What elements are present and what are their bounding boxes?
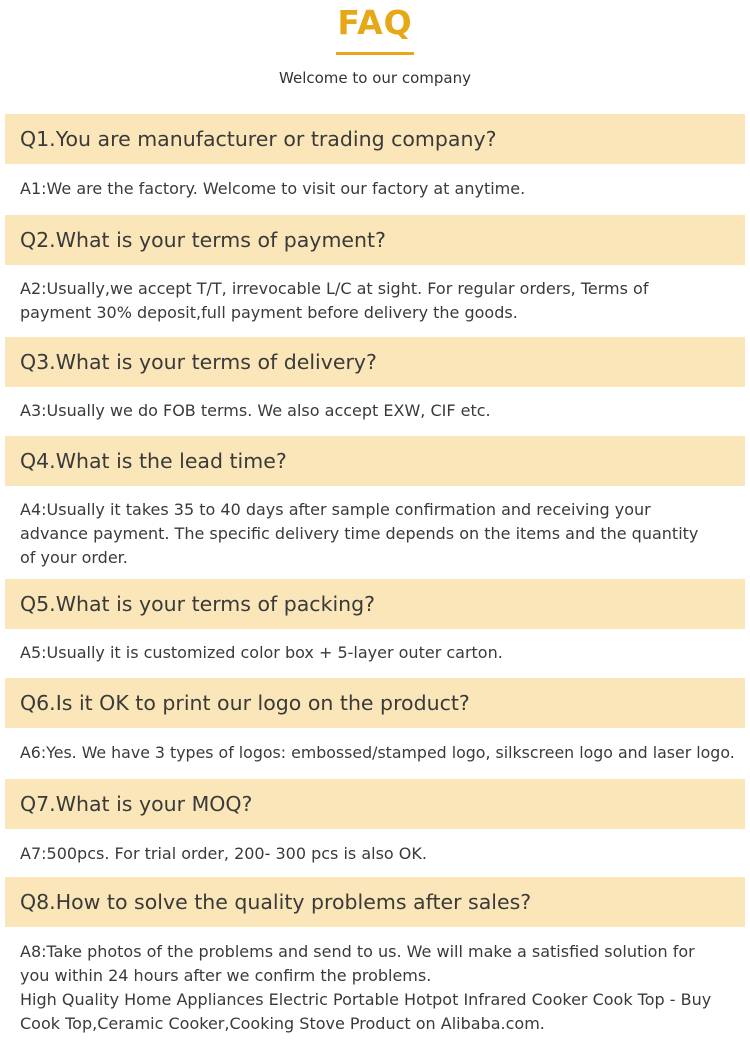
answer-2 [20,277,750,325]
answer-4-line: of your order. [20,548,128,567]
answer-7-line: A7:500pcs. For trial order, 200- 300 pcs is also OK. [20,844,427,863]
answer-3 [20,399,750,423]
page-title: FAQ [337,3,413,42]
answer-5-line: A5:Usually it is customized color box + 5-layer outer carton. [20,643,503,662]
question-6: Q6.Is it OK to print our logo on the product? [5,678,745,728]
question-7: Q7.What is your MOQ? [5,779,745,829]
answer-8-line: you within 24 hours after we confirm the problems. [20,966,432,985]
answer-1 [20,177,750,201]
question-1: Q1.You are manufacturer or trading company? [5,114,745,164]
question-8: Q8.How to solve the quality problems after sales? [5,877,745,927]
answer-6-line: A6:Yes. We have 3 types of logos: embossed/stamped logo, silkscreen logo and laser logo. [20,743,735,762]
question-4: Q4.What is the lead time? [5,436,745,486]
answer-7 [20,842,750,866]
faq-header [0,0,750,95]
question-3: Q3.What is your terms of delivery? [5,337,745,387]
title-underline [336,52,414,55]
answer-4-line: advance payment. The specific delivery time depends on the items and the quantity [20,524,699,543]
answer-5 [20,641,750,665]
answer-8 [20,940,750,988]
question-2: Q2.What is your terms of payment? [5,215,745,265]
answer-4-line: A4:Usually it takes 35 to 40 days after sample confirmation and receiving your [20,500,651,519]
footer-line: High Quality Home Appliances Electric Portable Hotpot Infrared Cooker Cook Top - Buy [20,990,712,1009]
footer-text [20,988,750,1036]
footer-line: Cook Top,Ceramic Cooker,Cooking Stove Product on Alibaba.com. [20,1014,545,1033]
answer-8-line: A8:Take photos of the problems and send to us. We will make a satisfied solution for [20,942,695,961]
answer-1-line: A1:We are the factory. Welcome to visit our factory at anytime. [20,179,526,198]
answer-4 [20,498,750,570]
answer-3-line: A3:Usually we do FOB terms. We also accept EXW, CIF etc. [20,401,491,420]
answer-2-line: payment 30% deposit,full payment before delivery the goods. [20,303,518,322]
answer-2-line: A2:Usually,we accept T/T, irrevocable L/C at sight. For regular orders, Terms of [20,279,649,298]
answer-6 [20,741,750,765]
page-subtitle: Welcome to our company [279,69,471,87]
question-5: Q5.What is your terms of packing? [5,579,745,629]
